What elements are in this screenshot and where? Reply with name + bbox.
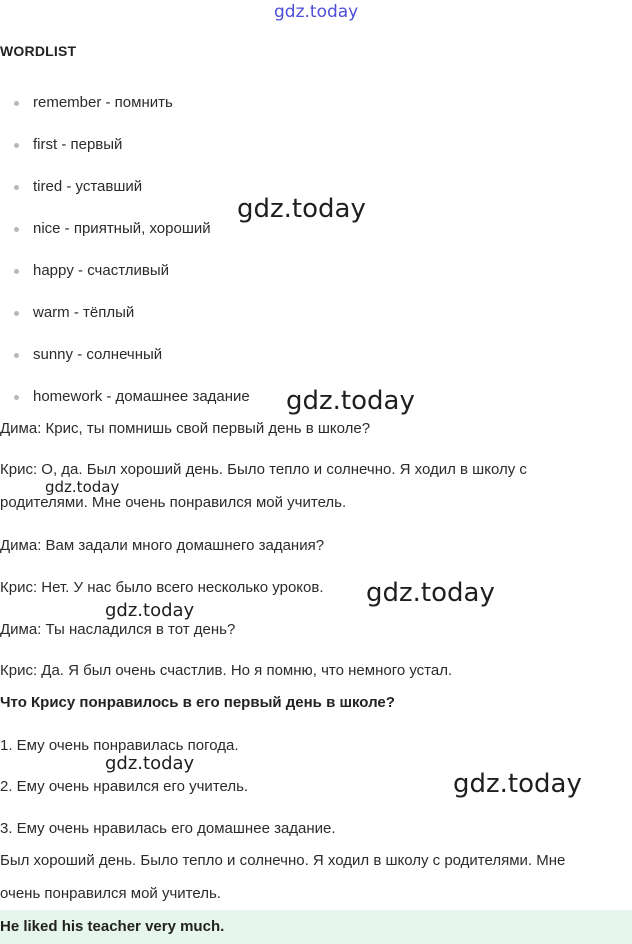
bullet-icon (14, 185, 19, 190)
watermark: gdz.today (453, 769, 582, 799)
wordlist-heading: WORDLIST (0, 43, 77, 59)
bullet-icon (14, 311, 19, 316)
option-item: 3. Ему очень нравилась его домашнее задание. (0, 820, 336, 837)
bullet-icon (14, 353, 19, 358)
question: Что Крису понравилось в его первый день в школе? (0, 694, 395, 711)
watermark: gdz.today (366, 578, 495, 608)
bullet-icon (14, 269, 19, 274)
dialogue-line: Дима: Крис, ты помнишь свой первый день в школе? (0, 420, 371, 437)
dialogue-line: родителями. Мне очень понравился мой учитель. (0, 494, 347, 511)
list-item: nice - приятный, хороший (33, 220, 211, 237)
bullet-icon (14, 101, 19, 106)
dialogue-line: Дима: Вам задали много домашнего задания? (0, 537, 325, 554)
bullet-icon (14, 395, 19, 400)
dialogue-line: Крис: Да. Я был очень счастлив. Но я помню, что немного устал. (0, 662, 453, 679)
list-item: homework - домашнее задание (33, 388, 250, 405)
watermark: gdz.today (105, 600, 195, 621)
watermark-top: gdz.today (274, 2, 359, 22)
list-item: tired - уставший (33, 178, 143, 195)
dialogue-line: Крис: О, да. Был хороший день. Было тепло и солнечно. Я ходил в школу с (0, 461, 527, 478)
option-item: 1. Ему очень понравилась погода. (0, 737, 239, 754)
explanation-line: очень понравился мой учитель. (0, 885, 221, 902)
list-item: happy - счастливый (33, 262, 169, 279)
list-item: warm - тёплый (33, 304, 135, 321)
dialogue-line: Дима: Ты насладился в тот день? (0, 621, 236, 638)
list-item: first - первый (33, 136, 123, 153)
watermark: gdz.today (105, 753, 195, 774)
watermark: gdz.today (286, 386, 415, 416)
dialogue-line: Крис: Нет. У нас было всего несколько уроков. (0, 579, 324, 596)
option-item: 2. Ему очень нравился его учитель. (0, 778, 249, 795)
list-item: sunny - солнечный (33, 346, 163, 363)
bullet-icon (14, 143, 19, 148)
bullet-icon (14, 227, 19, 232)
list-item: remember - помнить (33, 94, 173, 111)
watermark: gdz.today (45, 478, 120, 496)
answer-text: He liked his teacher very much. (0, 918, 225, 935)
watermark: gdz.today (237, 194, 366, 224)
explanation-line: Был хороший день. Было тепло и солнечно. Я ходил в школу с родителями. Мне (0, 852, 566, 869)
